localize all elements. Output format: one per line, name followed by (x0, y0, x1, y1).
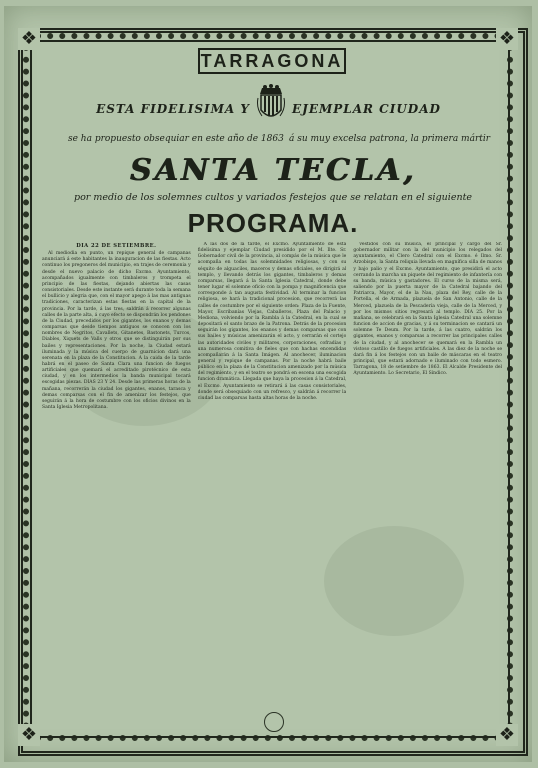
intro-line: por medio de los solemnes cultos y variados festejos que se relatan en el siguiente (73, 192, 473, 203)
header-line-right: EJEMPLAR CIUDAD (292, 102, 441, 116)
corner-ornament-icon: ❖ (18, 724, 40, 746)
program-columns (42, 242, 502, 710)
subheader-left: se ha propuesto obsequiar en este año de 1863 (68, 134, 284, 144)
header-line-left: ESTA FIDELISIMA Y (96, 102, 250, 116)
column-text: vestidos con su música, el principal y cargo del Sr. gobernador militar con la del municipio los relegados del ayuntamiento, el Clero Catedral con el Excmo. é Ilmo. Sr. Arzobispo, la Santa reliquia llevada en magnífica silla de manos y bajo palio y el Excmo. Ayuntamiento, que presidirá el acto cerrando la marcha un piquete del regimiento de infantería con su banda, música y gastadores. El curso de la misma será, saliendo por la puerta mayor de la Catedral bajando del Patriarca, Mayor, el de la Nau, plaza del Rey, calle de la Portella, el de Armada, plazuela de San Antonio, calle de la Merced, plazuela de la Pescadería vieja, calle de la Merced, y por los mismos sitios regresará al templo. DIA 25. Por la mañana, se celebrará en la Santa Iglesia Catedral una solemne funcion de accion de gracias, y á su terminacion se cantará un solemne Te Deum. Por la tarde, á las cuatro, saldrán los gigantes, enanos y comparsas a recorrer las principales calles de la ciudad, y al anochecer se quemará en la Rambla un vistoso castillo de fuegos artificiales. A las diez de la noche se dará fin á los festejos con un baile de máscaras en el teatro principal, que estará adornado e iluminado con todo esmero. Tarragona, 18 de setiembre de 1863. El Alcalde Presidente del Ayuntamiento. Lo Secretario, El Síndico. (353, 242, 502, 377)
document-title: PROGRAMA. (187, 208, 359, 238)
program-column-1 (42, 242, 191, 710)
subheader-right: á su muy excelsa patrona, la primera mártir (289, 134, 491, 144)
program-column-2 (198, 242, 347, 710)
corner-ornament-icon: ❖ (18, 28, 40, 50)
coat-of-arms-icon (256, 84, 286, 124)
column-text: A las dos de la tarde, el Excmo. Ayuntamiento de esta fidelísima y ejemplar Ciudad presidido por el M. Ilte. Sr. Gobernador civil de la provincia, al compás de la música que le acompaña en todas las solemnidades religiosas, y con su séquito de alguaciles, maceros y demas oficiales, se dirigirá al templo, y llevando detrás los gigantes, timbaleros y demas comparsas, llegará á la Santa Iglesia Catedral, donde debe tener lugar el solemne oficio con la pompa y magnificencia que corresponde á tan augusta festividad. Al terminar la funcion religiosa, se hará la tradicional procesion, que recorrerá las calles de costumbre por el siguiente orden: Plaza de la Fuente, Mayor, Escribanías Viejas, Caballeros, Plaza del Palacio y Mediona, volviendo por la Rambla á la Catedral, en la cual se depositará el santo brazo de la Patrona. Detrás de la procesion seguirán los gigantes, los enanos y demas comparsas que con sus bailes y músicas amenizarán el acto, y cerrarán el cortejo las autoridades civiles y militares, corporaciones, cofradías y una numerosa comitiva de fieles que con hachas encendidas acompañarán á la Santa Imágen. Al anochecer, iluminacion general y repique de campanas. Por la noche habrá baile público en la plaza de la Constitucion amenizado por la música del regimiento, y en el teatro se pondrá en escena una escogida funcion dramática. Llegada que haya la procesion á la Catedral, el Excmo. Ayuntamiento se retirará á las casas consistoriales, donde será obsequiado con un refresco, y saldrán á recorrer la ciudad las comparsas hasta altas horas de la noche. (197, 242, 347, 401)
column-text: Al mediodia en punto, un repique general de campanas anunciará á este habitantes la inauguracion de las fiestas. Acto continuo los pregoneros del municipio, en trajes de ceremonia y desde el nuevo palacio de dicho Excmo. Ayuntamiento, acompañados igualmente con timbaleros y trompeta el principio de las fiestas, dejando abiertas las casas consistoriales. Desde este instante será durante toda la semana el bullicio y alegria que, con el mayor apego á las mas antiguas tradiciones, caracterizan estas fiestas en la capital de la provincia. Por la tarde, á las tres, saldrán á recorrer algunas calles de la parte alta, á cuyo efecto se dispondrán los pendones de la Ciudad, precedidos por los gigantes, los enanos y demas comparsas que desde tiempos antiguos se conocen con los nombres de Negritos, Cavallets, Gitanetes, Bastonets, Turcos, Diables, Xiquets de Valls y otros que se distinguirán por sus bailes y representaciones. Por la noche, la Ciudad estará iluminada y la música del cuerpo de guarnicion dará una serenata en la plaza de la Constitucion. A la caida de la tarde habrá en el paseo de Santa Clara una funcion de fuegos artificiales que quemará el acreditado pirotécnico de esta ciudad, y en los intermedios la banda municipal tocará escogidas piezas. DIAS 23 Y 24. Desde las primeras horas de la mañana, recorrerán la ciudad los gigantes, enanos, tarasca y demas comparsas con el fin de amenizar los festejos, que seguirán á la hora de costumbre con los oficios divinos en la Santa Iglesia Metropolitana. (42, 251, 191, 411)
poster-sheet (4, 6, 532, 762)
day-heading: DIA 22 DE SETIEMBRE. (76, 243, 157, 249)
printer-seal-icon (264, 712, 284, 732)
program-column-3 (353, 242, 502, 710)
saint-name: SANTA TECLA, (129, 153, 417, 188)
city-title: TARRAGONA (198, 48, 346, 74)
corner-ornament-icon: ❖ (496, 724, 518, 746)
corner-ornament-icon: ❖ (496, 28, 518, 50)
